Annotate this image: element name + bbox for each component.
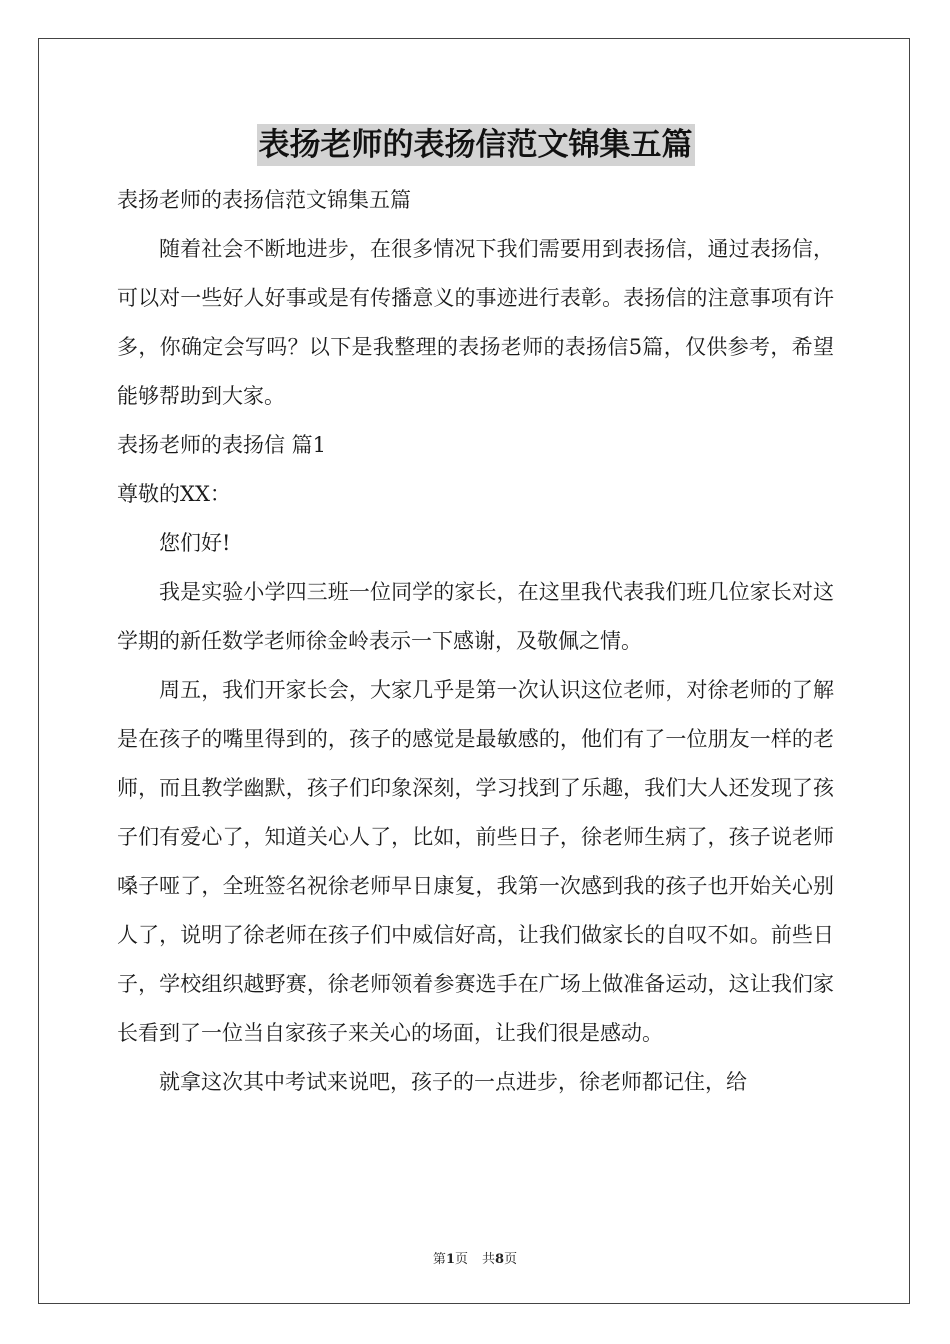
- page-suffix: 页: [454, 1252, 468, 1267]
- greeting: 您们好!: [159, 531, 231, 555]
- total-prefix: 共: [482, 1252, 496, 1267]
- body-paragraph-3: 就拿这次其中考试来说吧，孩子的一点进步，徐老师都记住，给: [159, 1070, 747, 1094]
- page-prefix: 第: [432, 1252, 446, 1267]
- section-heading: 表扬老师的表扬信 篇1: [117, 433, 327, 457]
- document-body: [117, 124, 834, 1107]
- body-paragraph-1: 我是实验小学四三班一位同学的家长，在这里我代表我们班几位家长对这学期的新任数学老师徐金岭表示一下感谢，及敬佩之情。: [117, 580, 834, 653]
- title-wrap: [117, 124, 834, 166]
- salutation: 尊敬的XX：: [117, 482, 231, 506]
- document-subtitle: 表扬老师的表扬信范文锦集五篇: [117, 188, 411, 212]
- intro-paragraph: 随着社会不断地进步，在很多情况下我们需要用到表扬信，通过表扬信，可以对一些好人好事或是有传播意义的事迹进行表彰。表扬信的注意事项有许多，你确定会写吗？以下是我整理的表扬老师的表扬信5篇，仅供参考，希望能够帮助到大家。: [117, 237, 834, 408]
- page-footer: [0, 1248, 950, 1267]
- document-title[interactable]: 表扬老师的表扬信范文锦集五篇: [257, 124, 695, 166]
- total-pages: 8: [495, 1252, 505, 1267]
- body-paragraph-2: 周五，我们开家长会，大家几乎是第一次认识这位老师，对徐老师的了解是在孩子的嘴里得到的，孩子的感觉是最敏感的，他们有了一位朋友一样的老师，而且教学幽默，孩子们印象深刻，学习找到了乐趣，我们大人还发现了孩子们有爱心了，知道关心人了，比如，前些日子，徐老师生病了，孩子说老师嗓子哑了，全班签名祝徐老师早日康复，我第一次感到我的孩子也开始关心别人了，说明了徐老师在孩子们中威信好高，让我们做家长的自叹不如。前些日子，学校组织越野赛，徐老师领着参赛选手在广场上做准备运动，这让我们家长看到了一位当自家孩子来关心的场面，让我们很是感动。: [117, 678, 834, 1045]
- total-suffix: 页: [504, 1252, 518, 1267]
- page-number: 1: [445, 1252, 455, 1267]
